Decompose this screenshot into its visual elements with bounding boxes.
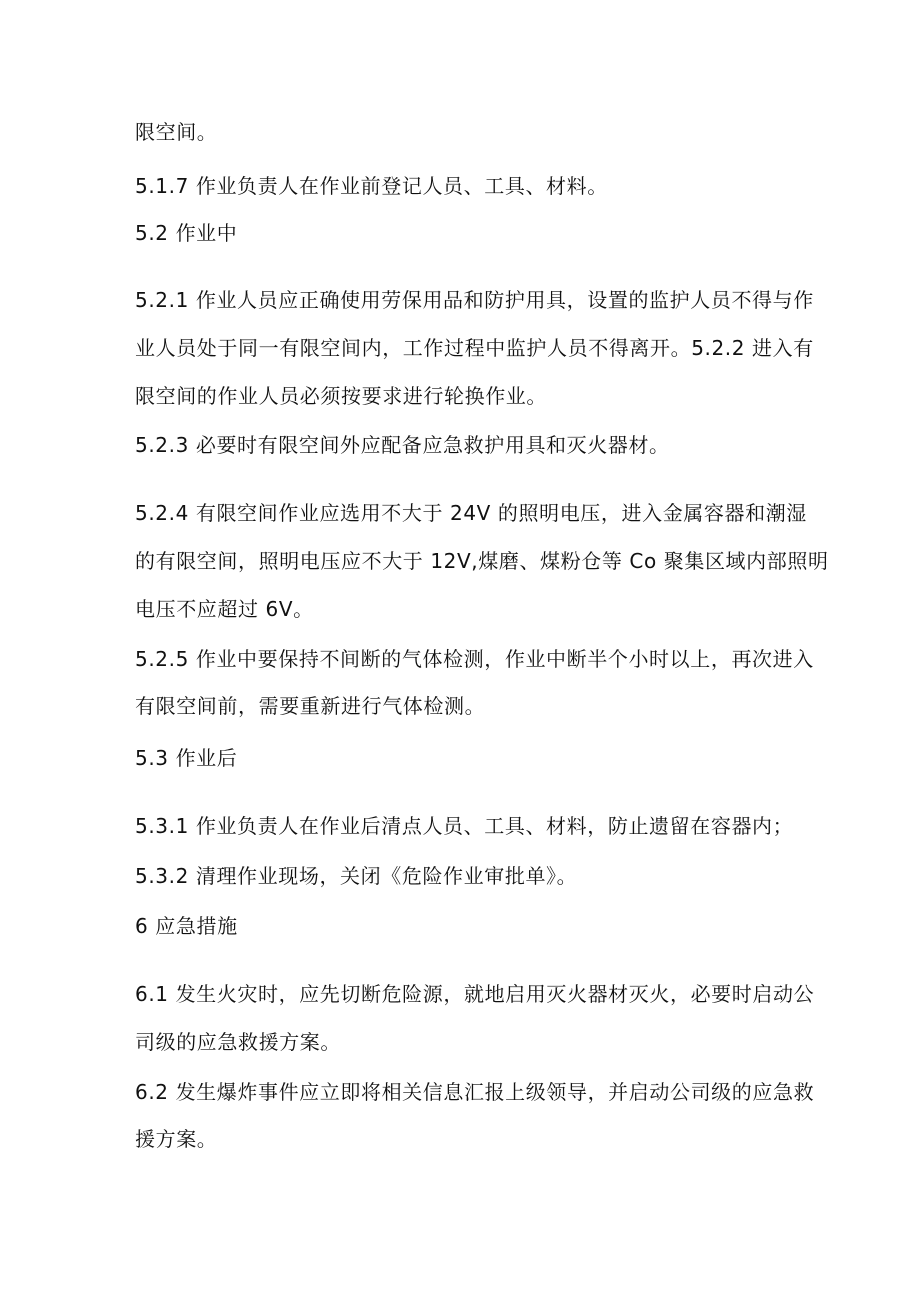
text-line: 5.2.3 必要时有限空间外应配备应急救护用具和灭火器材。 — [135, 433, 670, 457]
text-line: 援方案。 — [135, 1127, 218, 1151]
section-heading: 6 应急措施 — [135, 914, 238, 938]
text-line: 电压不应超过 6V。 — [135, 597, 314, 621]
text-line: 5.2.4 有限空间作业应选用不大于 24V 的照明电压，进入金属容器和潮湿 — [135, 501, 807, 525]
text-line: 5.2.5 作业中要保持不间断的气体检测，作业中断半个小时以上，再次进入 — [135, 647, 814, 671]
text-line: 5.3.1 作业负责人在作业后清点人员、工具、材料，防止遗留在容器内； — [135, 814, 794, 838]
text-line: 有限空间前，需要重新进行气体检测。 — [135, 694, 486, 718]
text-line: 限空间的作业人员必须按要求进行轮换作业。 — [135, 384, 547, 408]
section-heading: 5.2 作业中 — [135, 221, 238, 245]
text-line: 的有限空间，照明电压应不大于 12V,煤磨、煤粉仓等 Co 聚集区域内部照明 — [135, 549, 829, 573]
text-line: 5.2.1 作业人员应正确使用劳保用品和防护用具，设置的监护人员不得与作 — [135, 288, 814, 312]
section-heading: 5.3 作业后 — [135, 746, 238, 770]
text-line: 6.2 发生爆炸事件应立即将相关信息汇报上级领导，并启动公司级的应急救 — [135, 1080, 815, 1104]
text-line: 5.1.7 作业负责人在作业前登记人员、工具、材料。 — [135, 174, 608, 198]
text-line: 司级的应急救援方案。 — [135, 1030, 341, 1054]
text-line: 限空间。 — [135, 120, 218, 144]
text-line: 6.1 发生火灾时，应先切断危险源，就地启用灭火器材灭火，必要时启动公 — [135, 982, 815, 1006]
text-line: 5.3.2 清理作业现场，关闭《危险作业审批单》。 — [135, 864, 578, 888]
text-line: 业人员处于同一有限空间内，工作过程中监护人员不得离开。5.2.2 进入有 — [135, 336, 814, 360]
